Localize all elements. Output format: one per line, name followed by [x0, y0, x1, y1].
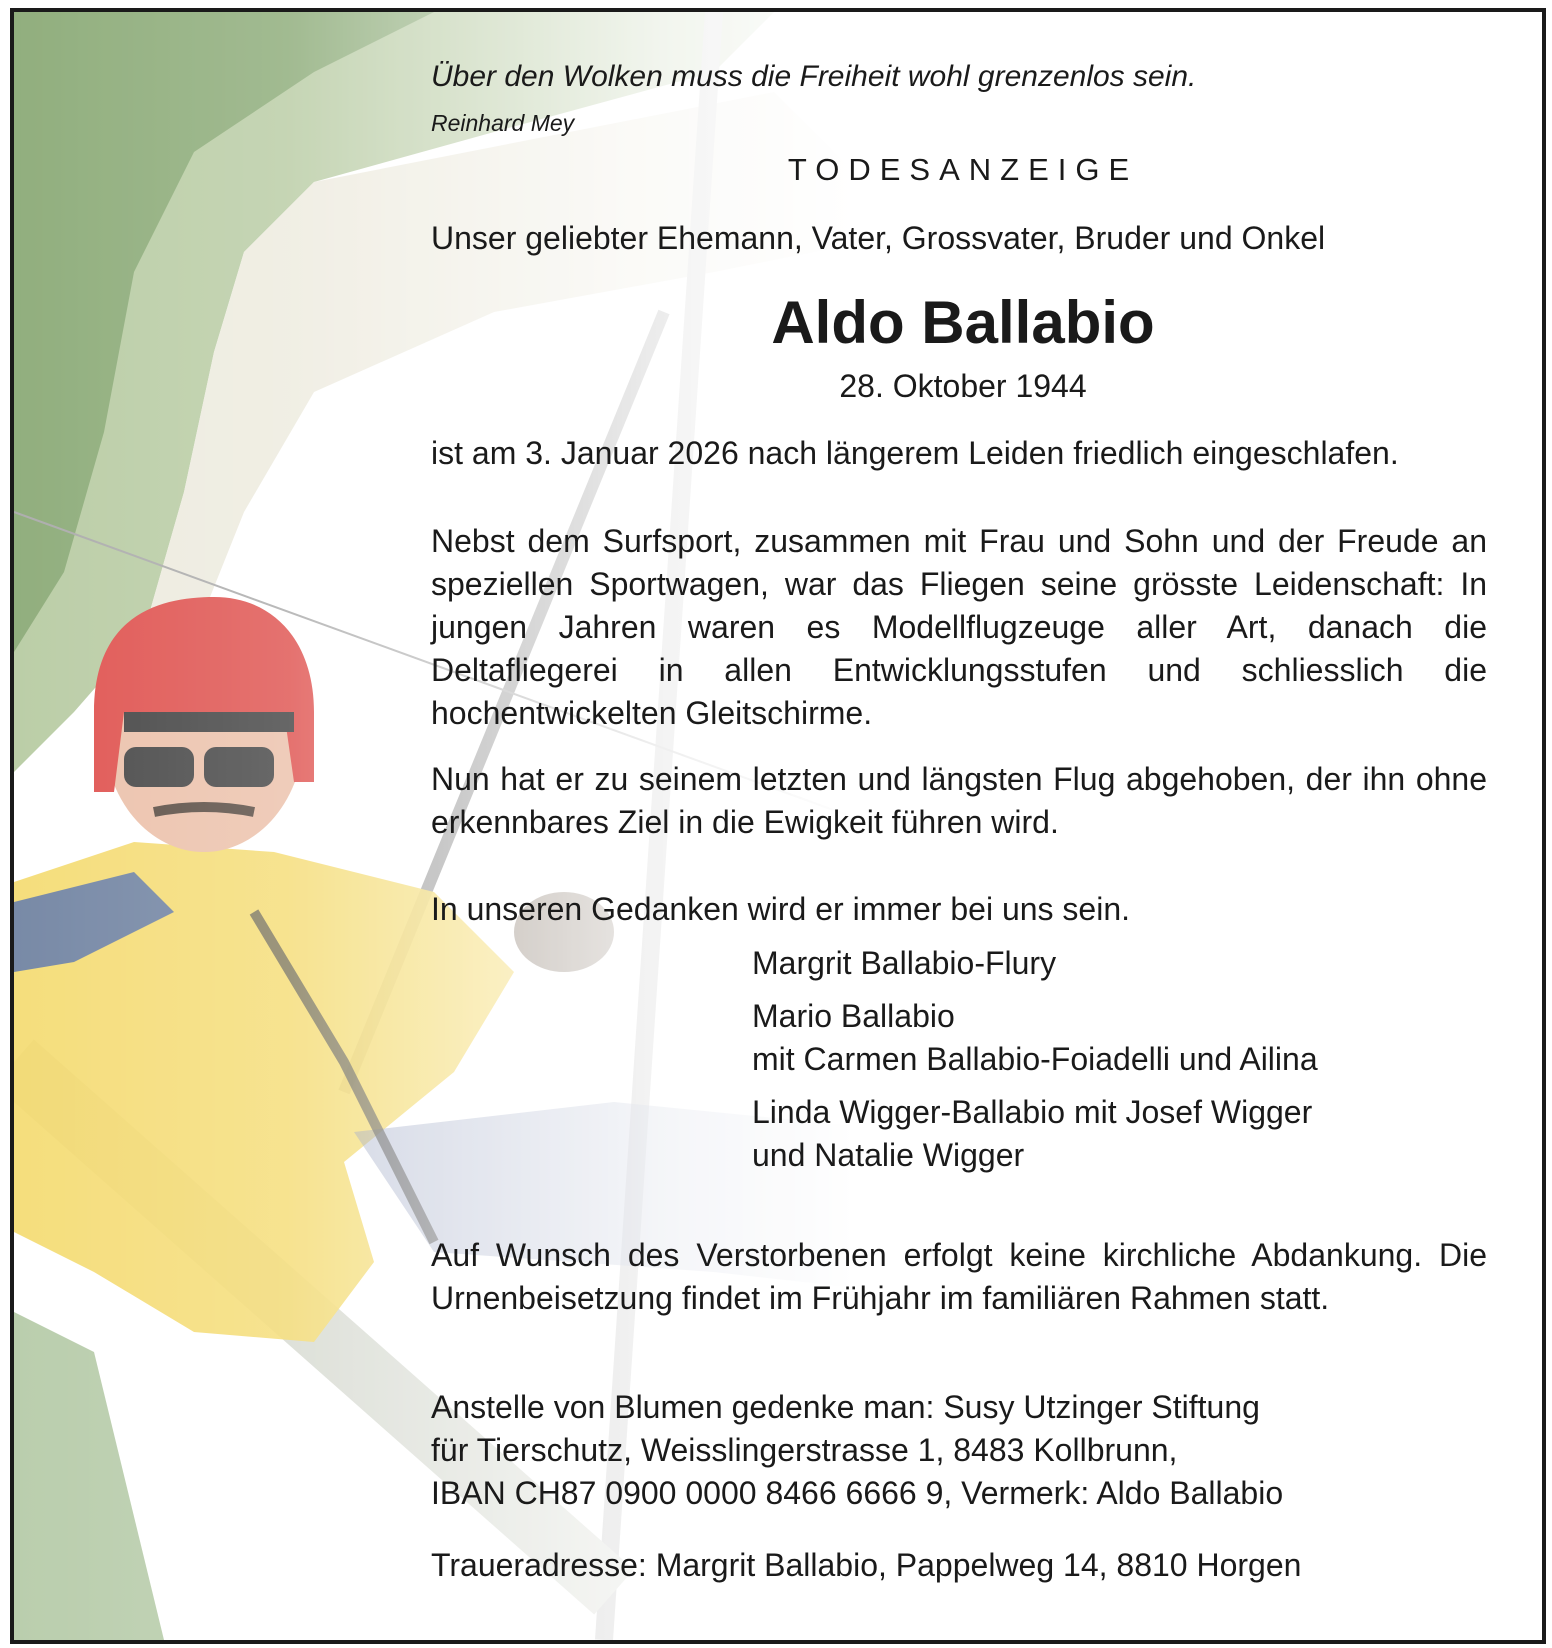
epigraph-quote: Über den Wolken muss die Freiheit wohl grenzenlos sein.: [431, 60, 1197, 93]
donation-paragraph: [431, 1386, 1487, 1515]
mourner-line: mit Carmen Ballabio-Foiadelli und Ailina: [752, 1041, 1318, 1077]
obituary-frame: [10, 8, 1546, 1644]
death-notice: ist am 3. Januar 2026 nach längerem Leiden friedlich eingeschlafen.: [431, 435, 1399, 471]
donation-line: für Tierschutz, Weisslingerstrasse 1, 8483 Kollbrunn,: [431, 1432, 1178, 1468]
mourner-line: Mario Ballabio: [752, 998, 955, 1034]
mourner-line: Margrit Ballabio-Flury: [752, 945, 1057, 981]
donation-line: IBAN CH87 0900 0000 8466 6666 9, Vermerk: Aldo Ballabio: [431, 1475, 1284, 1511]
mourner-group: [752, 1091, 1492, 1177]
mourner-line: Linda Wigger-Ballabio mit Josef Wigger: [752, 1094, 1313, 1130]
birth-date: 28. Oktober 1944: [839, 368, 1087, 404]
mourning-address: Traueradresse: Margrit Ballabio, Pappelweg 14, 8810 Horgen: [431, 1547, 1302, 1583]
mourner-line: und Natalie Wigger: [752, 1137, 1025, 1173]
deceased-name: Aldo Ballabio: [771, 289, 1155, 356]
mourner-group: [752, 942, 1492, 985]
mourner-group: [752, 995, 1492, 1081]
epigraph-author: Reinhard Mey: [431, 110, 575, 136]
thoughts-line: In unseren Gedanken wird er immer bei uns sein.: [431, 891, 1131, 927]
notice-heading: TODESANZEIGE: [787, 152, 1139, 187]
last-flight-paragraph: Nun hat er zu seinem letzten und längsten Flug abgehoben, der ihn ohne erkennbares Ziel in die Ewigkeit führen wird.: [431, 761, 1487, 840]
relations-line: Unser geliebter Ehemann, Vater, Grossvater, Bruder und Onkel: [431, 220, 1326, 256]
mourners-list: [752, 942, 1492, 1187]
ceremony-paragraph: Auf Wunsch des Verstorbenen erfolgt keine kirchliche Abdankung. Die Urnenbeisetzung findet im Frühjahr im familiären Rahmen statt.: [431, 1237, 1487, 1316]
biography-paragraph: Nebst dem Surfsport, zusammen mit Frau und Sohn und der Freude an speziellen Sportwagen, war das Fliegen seine grösste Leidenschaft: In jungen Jahren waren es Modellflugzeuge aller Art, danach die Deltafliegerei in allen Entwicklungsstufen und schliesslich die hochentwickelten Gleitschirme.: [431, 523, 1487, 731]
donation-line: Anstelle von Blumen gedenke man: Susy Utzinger Stiftung: [431, 1389, 1260, 1425]
